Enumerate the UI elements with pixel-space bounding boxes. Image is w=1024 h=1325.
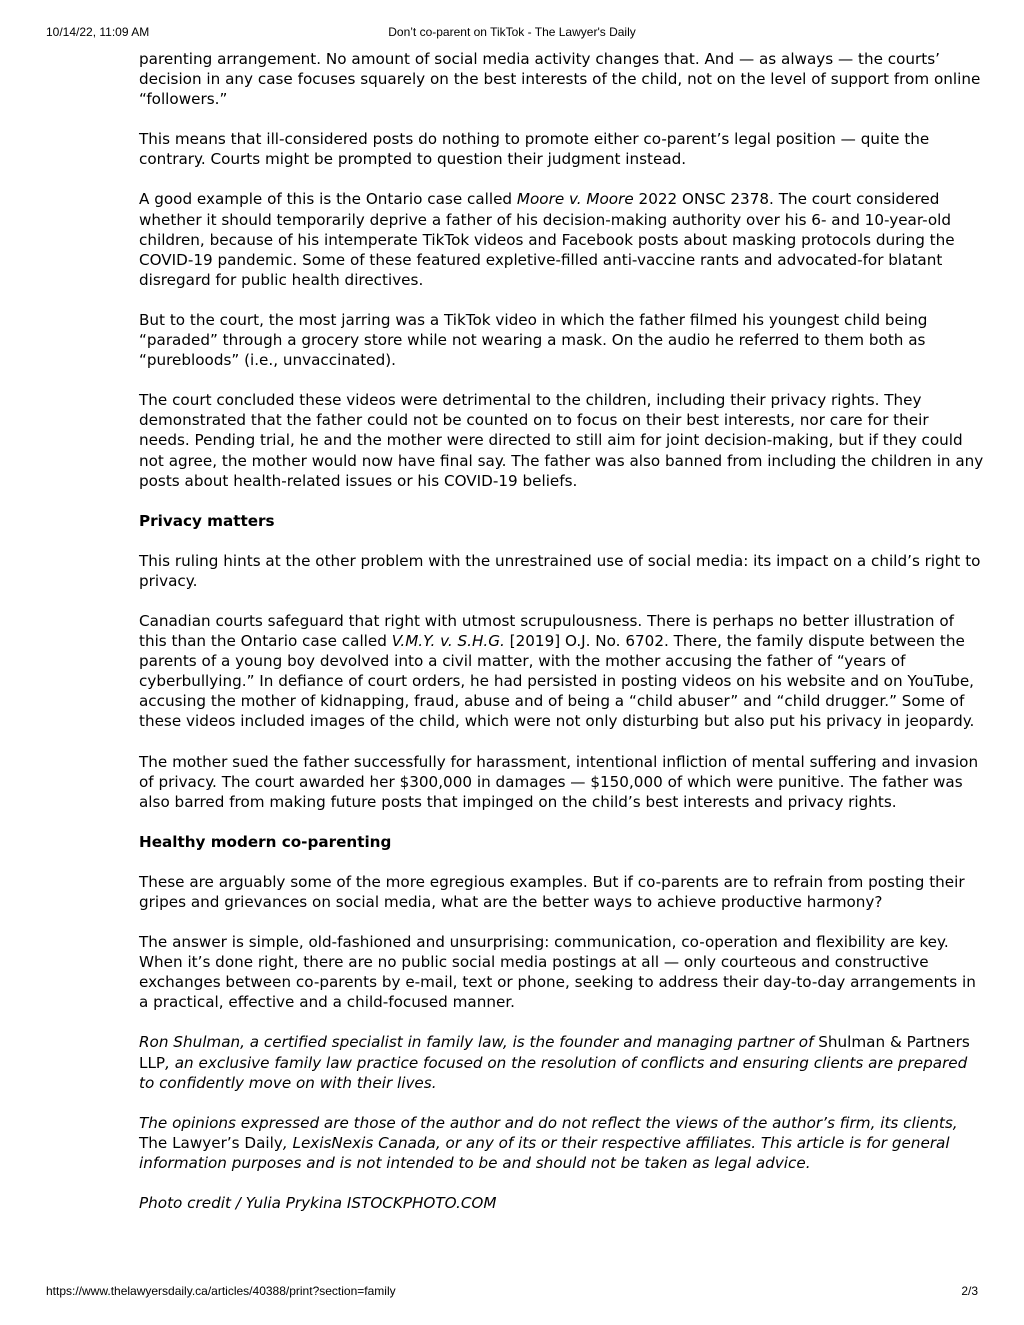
section-heading: Privacy matters [139,511,275,530]
disclaimer [139,1113,984,1173]
article-body [139,49,984,1213]
section-heading: Healthy modern co-parenting [139,832,392,851]
page-number: 2/3 [961,1284,978,1298]
firm-name: Shulman & Partners LLP [139,1033,970,1072]
paragraph-text: A good example of this is the Ontario case called [139,190,517,209]
paragraph: parenting arrangement. No amount of social media activity changes that. And — as always — the courts’ decision in any case focuses squarely on the best interests of the child, not on the level of support from online “followers.” [139,50,981,109]
print-page-title: Don’t co-parent on TikTok - The Lawyer's Daily [388,25,636,39]
print-datetime: 10/14/22, 11:09 AM [46,25,150,39]
print-footer [0,1284,1024,1300]
photo-credit [139,1193,984,1213]
bio-text: , an exclusive family law practice focused on the resolution of conflicts and ensuring clients are prepared to confidently move on with their lives. [139,1053,968,1092]
print-header [0,25,1024,41]
paragraph: The mother sued the father successfully for harassment, intentional infliction of mental suffering and invasion of privacy. The court awarded her $300,000 in damages — $150,000 of which were punitive. The father was also barred from making future posts that impinged on the child’s best interests and privacy rights. [139,752,979,811]
paragraph: This means that ill-considered posts do nothing to promote either co-parent’s legal position — quite the contrary. Courts might be prompted to question their judgment instead. [139,130,930,169]
paragraph: The answer is simple, old-fashioned and unsurprising: communication, co-operation and flexibility are key. When it’s done right, there are no public social media postings at all — only courteous and constructive exchanges between co-parents by e-mail, text or phone, seeking to address their day-to-day arrangements in a practical, effective and a child-focused manner. [139,933,976,1012]
paragraph [139,611,984,732]
paragraph-text: [2019] O.J. No. 6702. There, the family dispute between the parents of a young boy devolved into a civil matter, with the mother accusing the father of “years of cyberbullying.” In defiance of court orders, he had persisted in posting videos on his website and on YouTube, accusing the mother of kidnapping, fraud, abuse and of being a “child abuser” and “child drugger.” Some of these videos included images of the child, which were not only disturbing but also put his privacy in jeopardy. [139,632,975,731]
paragraph: These are arguably some of the more egregious examples. But if co-parents are to refrain from posting their gripes and grievances on social media, what are the better ways to achieve productive harmony? [139,872,965,911]
print-url: https://www.thelawyersdaily.ca/articles/40388/print?section=family [46,1284,396,1298]
paragraph [139,189,984,289]
paragraph: This ruling hints at the other problem with the unrestrained use of social media: its impact on a child’s right to privacy. [139,551,981,590]
publication-name: The Lawyer’s Daily [139,1133,283,1152]
disclaimer-text: , LexisNexis Canada, or any of its or their respective affiliates. This article is for general information purposes and is not intended to be and should not be taken as legal advice. [139,1133,950,1172]
case-name: V.M.Y. v. S.H.G. [391,632,505,651]
bio-text: Ron Shulman, a certified specialist in family law, is the founder and managing partner of [139,1033,819,1052]
disclaimer-text: The opinions expressed are those of the author and do not reflect the views of the author’s firm, its clients, [139,1113,958,1132]
photo-credit-text: Photo credit / Yulia Prykina ISTOCKPHOTO.COM [139,1194,497,1213]
paragraph-text: 2022 ONSC 2378. The court considered whether it should temporarily deprive a father of his decision-making authority over his 6- and 10-year-old children, because of his intemperate TikTok videos and Facebook posts about masking protocols during the COVID-19 pandemic. Some of these featured expletive-filled anti-vaccine rants and advocated-for blatant disregard for public health directives. [139,190,955,289]
paragraph: The court concluded these videos were detrimental to the children, including their privacy rights. They demonstrated that the father could not be counted on to focus on their best interests, nor care for their needs. Pending trial, he and the mother were directed to still aim for joint decision-making, but if they could not agree, the mother would now have final say. The father was also banned from including the children in any posts about health-related issues or his COVID-19 beliefs. [139,391,984,490]
author-bio [139,1032,984,1092]
paragraph: But to the court, the most jarring was a TikTok video in which the father filmed his youngest child being “paraded” through a grocery store while not wearing a mask. On the audio he referred to them both as “purebloods” (i.e., unvaccinated). [139,310,928,370]
paragraph-text: Canadian courts safeguard that right with utmost scrupulousness. There is perhaps no better illustration of this than the Ontario case called [139,611,954,651]
case-name: Moore v. Moore [516,190,634,209]
